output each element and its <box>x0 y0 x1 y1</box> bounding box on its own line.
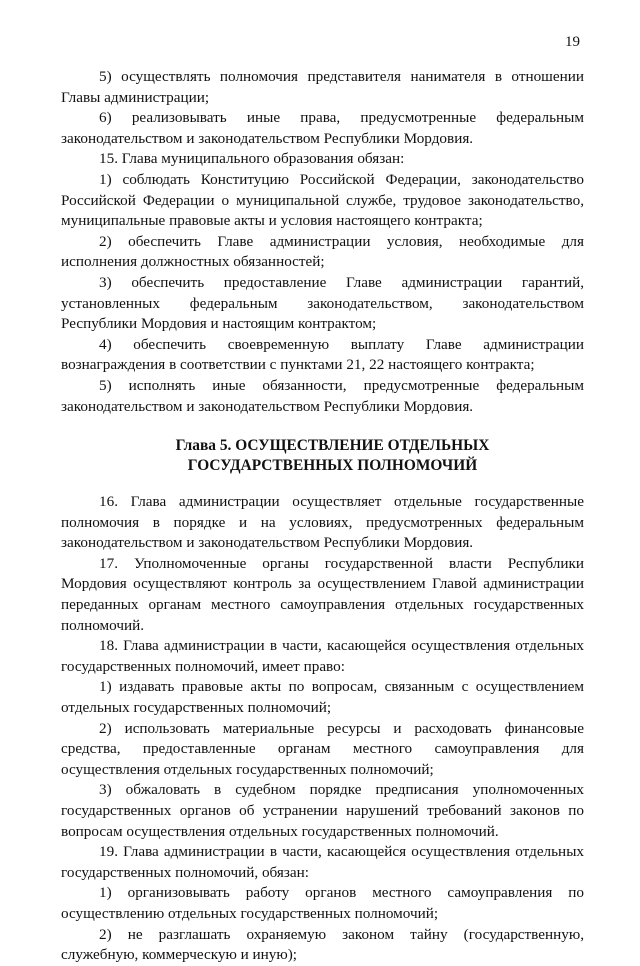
paragraph: 1) соблюдать Конституцию Российской Федерации, законодательство Российской Федерации о муниципальной службе, трудовое законодательство, муниципальные правовые акты и условия настоящего контракта; <box>61 170 584 230</box>
paragraph: 3) обеспечить предоставление Главе администрации гарантий, установленных федеральным законодательством, законодательством Республики Мордовия и настоящим контрактом; <box>61 273 584 333</box>
paragraph: 5) исполнять иные обязанности, предусмотренные федеральным законодательством и законодательством Республики Мордовия. <box>61 376 584 415</box>
paragraph: 19. Глава администрации в части, касающейся осуществления отдельных государственных полномочий, обязан: <box>61 843 584 881</box>
paragraph: 1) организовывать работу органов местного самоуправления по осуществлению отдельных государственных полномочий; <box>61 884 584 922</box>
paragraph: 18. Глава администрации в части, касающейся осуществления отдельных государственных полномочий, имеет право: <box>61 637 584 675</box>
paragraph: 2) использовать материальные ресурсы и расходовать финансовые средства, предоставленные органам местного самоуправления для осуществления отдельных государственных полномочий; <box>61 719 584 778</box>
paragraph: 17. Уполномоченные органы государственной власти Республики Мордовия осуществляют контроль за осуществлением Главой администрации переданных органам местного самоуправления отдельных государственных полномочий. <box>61 554 584 634</box>
paragraph: 15. Глава муниципального образования обязан: <box>99 150 405 168</box>
chapter-heading <box>61 436 584 475</box>
chapter-heading-line: ГОСУДАРСТВЕННЫХ ПОЛНОМОЧИЙ <box>187 456 478 474</box>
paragraph: 2) обеспечить Главе администрации условия, необходимые для исполнения должностных обязанностей; <box>61 232 584 271</box>
document-body <box>61 67 584 966</box>
paragraph: 6) реализовывать иные права, предусмотренные федеральным законодательством и законодательством Республики Мордовия. <box>61 109 584 147</box>
paragraph: 4) обеспечить своевременную выплату Главе администрации вознаграждения в соответствии с пунктами 21, 22 настоящего контракта; <box>61 335 584 374</box>
paragraph: 16. Глава администрации осуществляет отдельные государственные полномочия в порядке и на условиях, предусмотренных федеральным законодательством и законодательством Республики Мордовия. <box>61 493 584 552</box>
paragraph: 5) осуществлять полномочия представителя нанимателя в отношении Главы администрации; <box>61 68 584 106</box>
paragraph: 2) не разглашать охраняемую законом тайну (государственную, служебную, коммерческую и иную); <box>61 925 584 964</box>
paragraph: 3) обжаловать в судебном порядке предписания уполномоченных государственных органов об устранении нарушений требований законов по вопросам осуществления отдельных государственных полномочий. <box>61 781 584 840</box>
chapter-heading-line: Глава 5. ОСУЩЕСТВЛЕНИЕ ОТДЕЛЬНЫХ <box>175 437 490 455</box>
paragraph: 1) издавать правовые акты по вопросам, связанным с осуществлением отдельных государственных полномочий; <box>61 678 584 717</box>
page-number: 19 <box>565 34 580 50</box>
